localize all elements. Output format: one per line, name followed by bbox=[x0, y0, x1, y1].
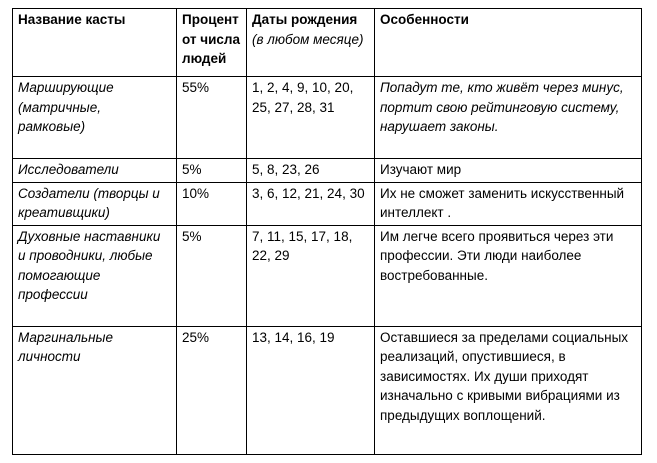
caste-features: Попадут те, кто живёт через минус, портит свою рейтинговую систему, нарушает законы. bbox=[375, 77, 642, 159]
caste-dates: 1, 2, 4, 9, 10, 20, 25, 27, 28, 31 bbox=[247, 77, 375, 159]
caste-percent: 55% bbox=[177, 77, 247, 159]
header-name: Название касты bbox=[13, 9, 177, 77]
caste-name: Маргинальные личности bbox=[13, 326, 177, 454]
caste-features: Их не сможет заменить искусственный интеллект . bbox=[375, 182, 642, 225]
header-dates-label: Даты рождения bbox=[252, 12, 358, 27]
caste-dates: 13, 14, 16, 19 bbox=[247, 326, 375, 454]
caste-name: Создатели (творцы и креативщики) bbox=[13, 182, 177, 225]
table-row bbox=[13, 182, 642, 225]
header-features: Особенности bbox=[375, 9, 642, 77]
header-percent: Процент от числа людей bbox=[177, 9, 247, 77]
table-row bbox=[13, 225, 642, 326]
table-header-row bbox=[13, 9, 642, 77]
table-row bbox=[13, 326, 642, 454]
table-row bbox=[13, 159, 642, 183]
caste-features: Изучают мир bbox=[375, 159, 642, 183]
caste-name: Духовные наставники и проводники, любые помогающие профессии bbox=[13, 225, 177, 326]
caste-percent: 5% bbox=[177, 225, 247, 326]
caste-name: Исследователи bbox=[13, 159, 177, 183]
header-dates bbox=[247, 9, 375, 77]
caste-name: Марширующие (матричные, рамковые) bbox=[13, 77, 177, 159]
caste-percent: 10% bbox=[177, 182, 247, 225]
caste-dates: 3, 6, 12, 21, 24, 30 bbox=[247, 182, 375, 225]
caste-features: Им легче всего проявиться через эти профессии. Эти люди наиболее востребованные. bbox=[375, 225, 642, 326]
table-row bbox=[13, 77, 642, 159]
caste-dates: 5, 8, 23, 26 bbox=[247, 159, 375, 183]
caste-percent: 25% bbox=[177, 326, 247, 454]
caste-dates: 7, 11, 15, 17, 18, 22, 29 bbox=[247, 225, 375, 326]
castes-table bbox=[12, 8, 642, 455]
caste-percent: 5% bbox=[177, 159, 247, 183]
header-dates-note: (в любом месяце) bbox=[252, 31, 364, 47]
caste-features: Оставшиеся за пределами социальных реализаций, опустившиеся, в зависимостях. Их души приходят изначально с кривыми вибрациями из предыдущих воплощений. bbox=[375, 326, 642, 454]
